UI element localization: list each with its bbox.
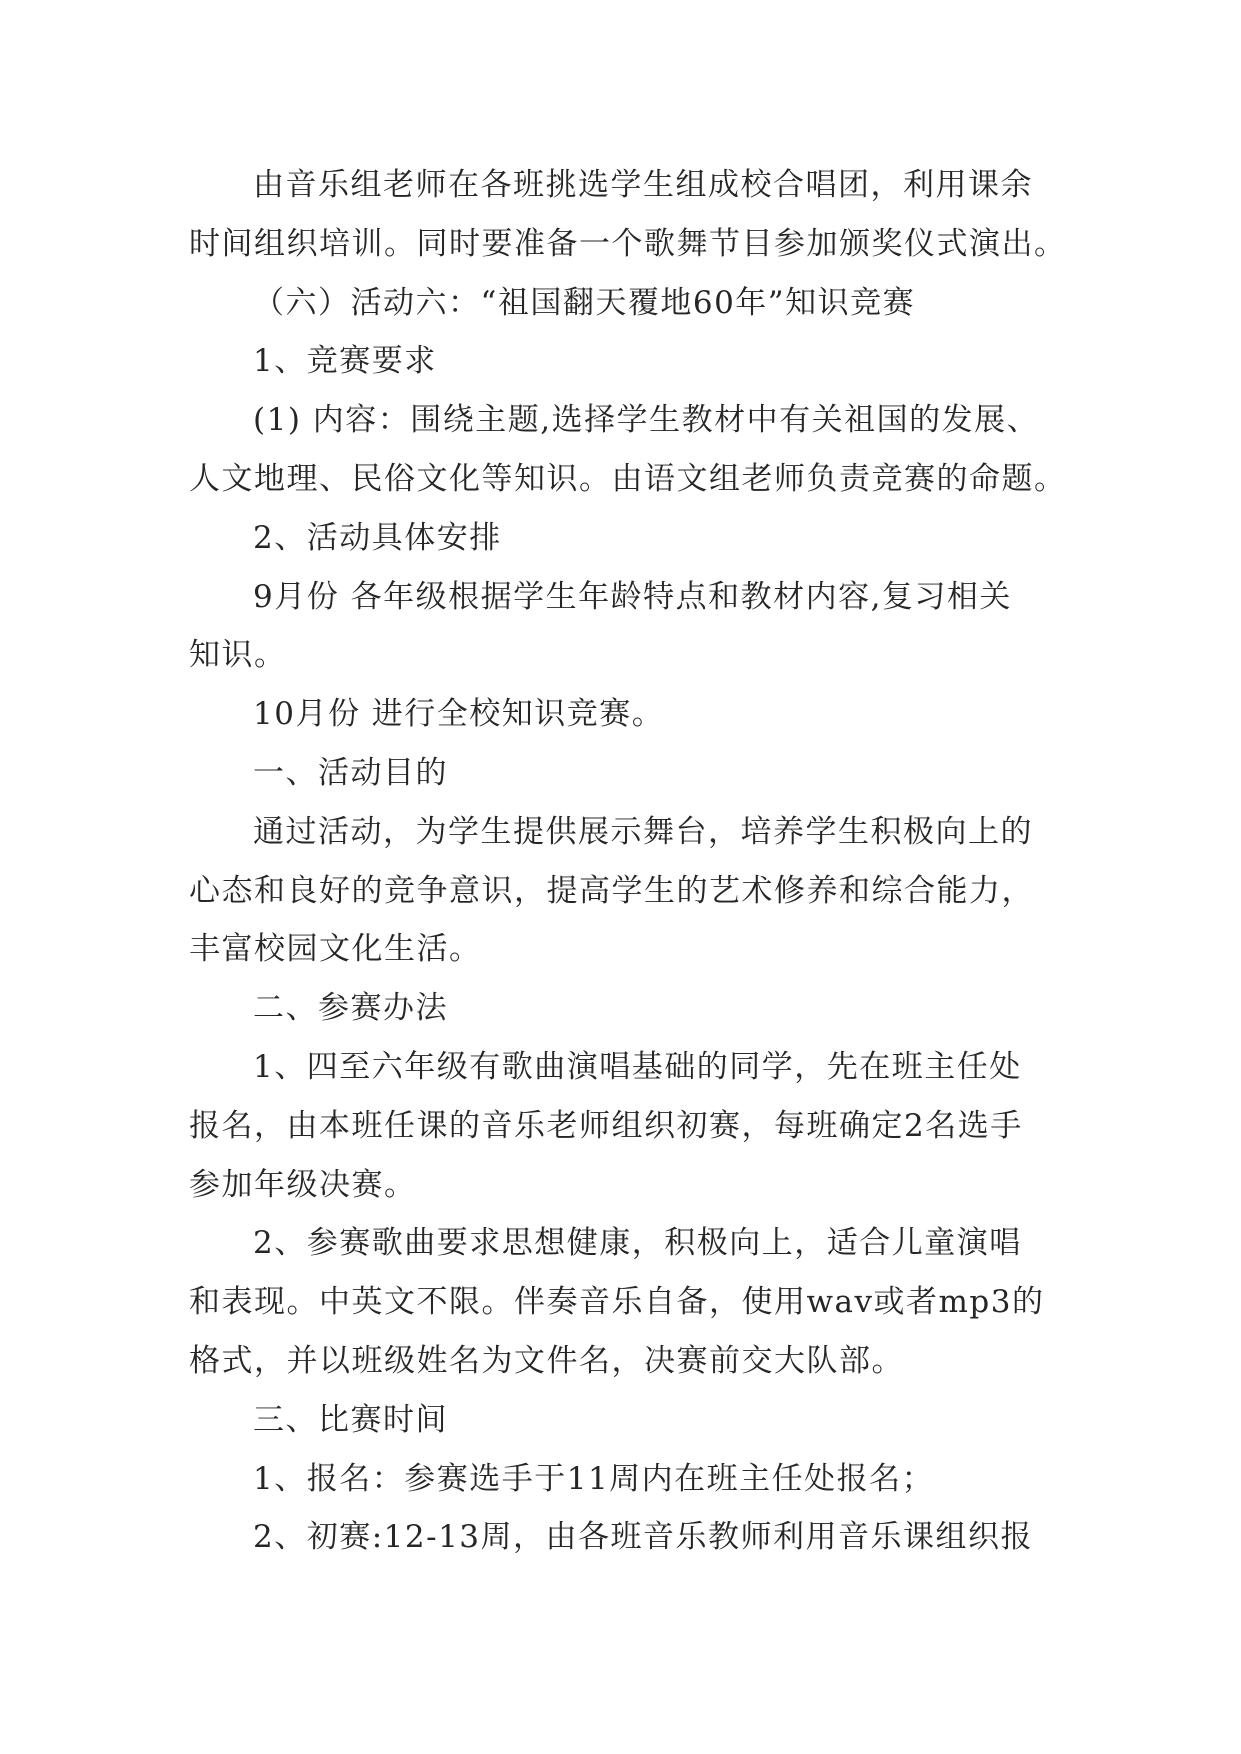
paragraph-line: 心态和良好的竞争意识，提高学生的艺术修养和综合能力， <box>189 872 1034 909</box>
paragraph-line: 时间组织培训。同时要准备一个歌舞节目参加颁奖仪式演出。 <box>189 225 1067 262</box>
paragraph-line: 丰富校园文化生活。 <box>189 931 482 968</box>
paragraph-line: 2、参赛歌曲要求思想健康，积极向上，适合儿童演唱 <box>253 1225 1022 1262</box>
paragraph-line: 通过活动，为学生提供展示舞台，培养学生积极向上的 <box>253 813 1033 850</box>
paragraph-line: 格式，并以班级姓名为文件名，决赛前交大队部。 <box>189 1342 904 1379</box>
paragraph-line: 10月份 进行全校知识竞赛。 <box>253 696 665 733</box>
paragraph-line: 和表现。中英文不限。伴奏音乐自备，使用wav或者mp3的 <box>189 1284 1045 1321</box>
paragraph-line: 2、初赛:12-13周，由各班音乐教师利用音乐课组织报 <box>253 1519 1034 1556</box>
paragraph-line: 报名，由本班任课的音乐老师组织初赛，每班确定2名选手 <box>189 1107 1023 1144</box>
paragraph-line: 知识。 <box>189 637 287 674</box>
paragraph-line: (1) 内容：围绕主题,选择学生教材中有关祖国的发展、 <box>253 402 1040 439</box>
paragraph-line: 1、报名：参赛选手于11周内在班主任处报名； <box>253 1460 935 1497</box>
paragraph-line: 人文地理、民俗文化等知识。由语文组老师负责竞赛的命题。 <box>189 460 1067 497</box>
subsection-heading: 1、竞赛要求 <box>253 343 437 380</box>
subsection-heading: 2、活动具体安排 <box>253 519 502 556</box>
paragraph-line: 参加年级决赛。 <box>189 1166 417 1203</box>
paragraph-line: 1、四至六年级有歌曲演唱基础的同学，先在班主任处 <box>253 1048 1022 1085</box>
section-heading: 三、比赛时间 <box>253 1401 448 1438</box>
paragraph-line: 由音乐组老师在各班挑选学生组成校合唱团，利用课余 <box>253 167 1033 203</box>
section-heading: 一、活动目的 <box>253 754 448 791</box>
paragraph-line: 9月份 各年级根据学生年龄特点和教材内容,复习相关 <box>253 578 1012 615</box>
document-body <box>189 156 1067 1567</box>
section-heading: 二、参赛办法 <box>253 990 448 1027</box>
section-heading: （六）活动六：“祖国翻天覆地60年”知识竞赛 <box>253 284 916 321</box>
